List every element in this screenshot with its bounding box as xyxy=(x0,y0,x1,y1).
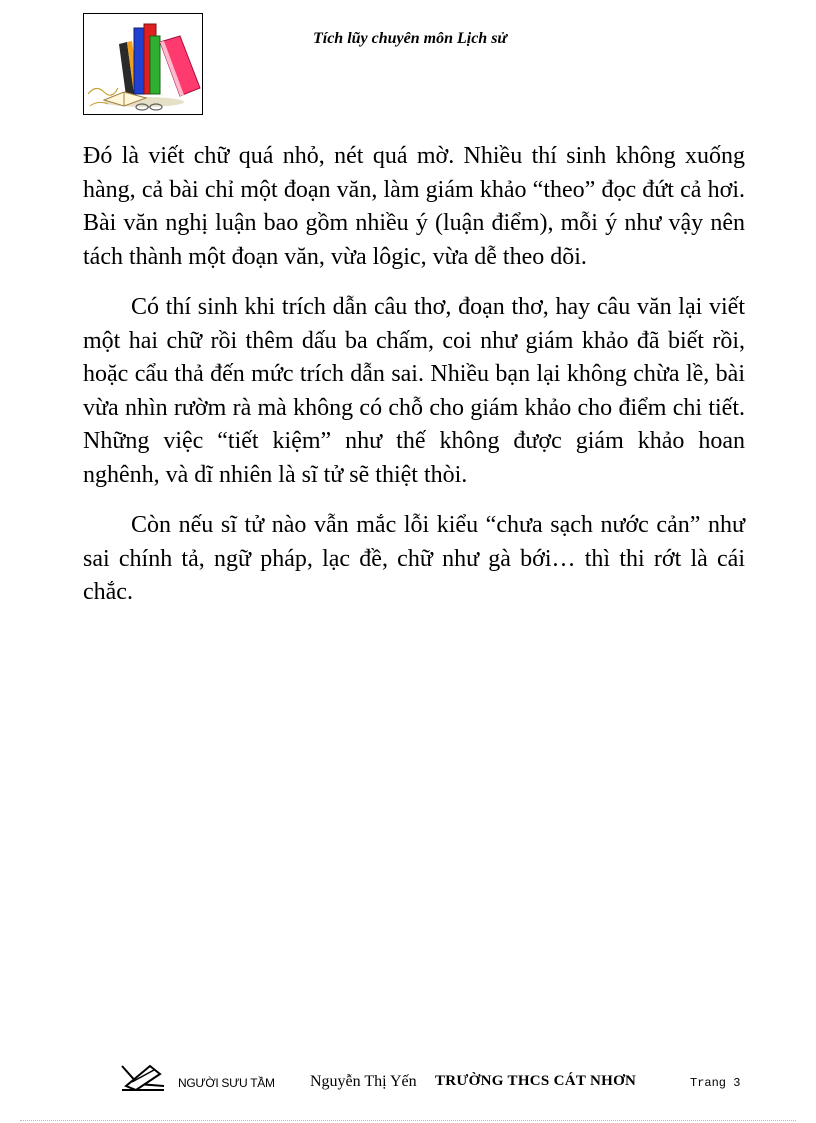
page-number: Trang 3 xyxy=(690,1076,741,1090)
pen-paper-icon xyxy=(120,1060,166,1099)
page-footer xyxy=(120,1060,760,1100)
collector-label: NGƯỜI SƯU TẦM xyxy=(178,1076,275,1090)
document-body xyxy=(83,140,745,627)
books-icon xyxy=(84,14,202,114)
author-name: Nguyễn Thị Yến xyxy=(310,1073,417,1090)
header-logo xyxy=(83,13,203,115)
page-header-title: Tích lũy chuyên môn Lịch sử xyxy=(312,30,508,47)
paragraph: Đó là viết chữ quá nhỏ, nét quá mờ. Nhiều thí sinh không xuống hàng, cả bài chỉ một đoạn văn, làm giám khảo “theo” đọc đứt cả hơi. Bài văn nghị luận bao gồm nhiều ý (luận điểm), mỗi ý như vậy nên tách thành một đoạn văn, vừa lôgic, vừa dễ theo dõi. xyxy=(83,143,745,270)
school-name: TRƯỜNG THCS CÁT NHƠN xyxy=(435,1073,637,1089)
footer-divider xyxy=(20,1120,796,1121)
paragraph: Có thí sinh khi trích dẫn câu thơ, đoạn thơ, hay câu văn lại viết một hai chữ rồi thêm dấu ba chấm, coi như giám khảo đã biết rồi, hoặc cẩu thả đến mức trích dẫn sai. Nhiều bạn lại không chừa lề, bài vừa nhìn rườm rà mà không có chỗ cho giám khảo cho điểm chi tiết. Những việc “tiết kiệm” như thế không được giám khảo hoan nghênh, và dĩ nhiên là sĩ tử sẽ thiệt thòi. xyxy=(83,294,745,488)
paragraph: Còn nếu sĩ tử nào vẫn mắc lỗi kiểu “chưa sạch nước cản” như sai chính tả, ngữ pháp, lạc đề, chữ như gà bới… thì thi rớt là cái chắc. xyxy=(83,512,745,605)
